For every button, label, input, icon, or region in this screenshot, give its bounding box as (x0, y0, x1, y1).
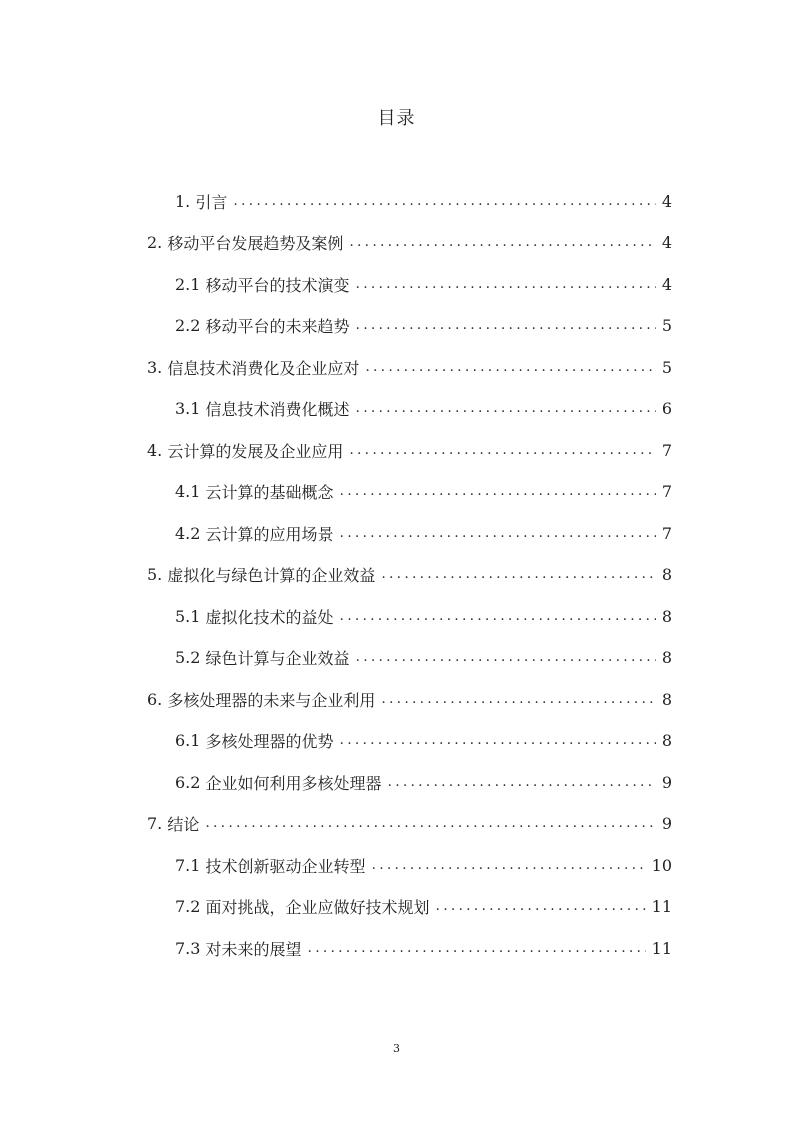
toc-leader-dots (372, 857, 646, 873)
toc-entry-page: 11 (651, 896, 672, 916)
toc-entry[interactable] (175, 518, 672, 548)
toc-entry-page: 8 (661, 647, 672, 667)
page-number: 3 (393, 1042, 400, 1055)
toc-leader-dots (349, 234, 655, 250)
toc-leader-dots (340, 732, 656, 748)
toc-entry-number: 6. (147, 689, 168, 709)
toc-entry-number: 2.2 (175, 315, 206, 335)
toc-entry-label: 信息技术消费化概述 (205, 399, 350, 419)
toc-entry-label: 技术创新驱动企业转型 (205, 856, 366, 876)
toc-entry-number: 5.2 (175, 647, 206, 667)
toc-entry-page: 4 (661, 191, 672, 211)
toc-entry-number: 5. (147, 564, 168, 584)
toc-entry-label: 多核处理器的未来与企业利用 (167, 690, 376, 710)
toc-leader-dots (308, 940, 646, 956)
toc-entry-label: 引言 (195, 192, 228, 212)
toc-leader-dots (381, 566, 655, 582)
toc-entry-number: 4. (147, 440, 168, 460)
toc-entry-label: 移动平台发展趋势及案例 (167, 233, 344, 253)
toc-entry-number: 7.2 (175, 896, 206, 916)
toc-entry-page: 8 (661, 689, 672, 709)
toc-entry[interactable] (147, 684, 672, 714)
toc-leader-dots (349, 442, 655, 458)
toc-entry-label: 结论 (167, 814, 200, 834)
toc-entry-label: 虚拟化技术的益处 (205, 607, 334, 627)
toc-leader-dots (340, 483, 656, 499)
toc-entry-label: 多核处理器的优势 (205, 731, 334, 751)
toc-entry-label: 对未来的展望 (205, 939, 302, 959)
toc-entry[interactable] (147, 559, 672, 589)
toc-entry[interactable] (147, 352, 672, 382)
toc-entry-page: 8 (661, 606, 672, 626)
toc-entry-number: 1. (175, 191, 196, 211)
toc-entry-page: 10 (651, 855, 672, 875)
toc-entry-number: 3.1 (175, 398, 206, 418)
toc-entry[interactable] (175, 850, 672, 880)
toc-leader-dots (356, 400, 656, 416)
toc-entry-label: 企业如何利用多核处理器 (205, 773, 382, 793)
toc-entry[interactable] (175, 891, 672, 921)
toc-entry-number: 7. (147, 813, 168, 833)
toc-entry-number: 7.3 (175, 938, 206, 958)
toc-entry-label: 绿色计算与企业效益 (205, 648, 350, 668)
toc-entry-number: 2.1 (175, 274, 206, 294)
toc-entry-page: 6 (661, 398, 672, 418)
toc-entry[interactable] (147, 227, 672, 257)
toc-entry-number: 7.1 (175, 855, 206, 875)
toc-leader-dots (436, 898, 646, 914)
toc-entry-label: 虚拟化与绿色计算的企业效益 (167, 565, 376, 585)
toc-entry-page: 9 (661, 813, 672, 833)
toc-entry[interactable] (175, 186, 672, 216)
toc-entry-page: 5 (661, 315, 672, 335)
toc-entry[interactable] (147, 808, 672, 838)
toc-leader-dots (356, 649, 656, 665)
toc-entry-label: 面对挑战，企业应做好技术规划 (205, 897, 430, 917)
toc-leader-dots (365, 359, 655, 375)
toc-entry-page: 7 (661, 440, 672, 460)
toc-leader-dots (356, 317, 656, 333)
toc-entry-page: 5 (661, 357, 672, 377)
toc-leader-dots (381, 691, 655, 707)
toc-entry-number: 4.1 (175, 481, 206, 501)
toc-entry-page: 8 (661, 730, 672, 750)
toc-entry[interactable] (175, 393, 672, 423)
toc-entry[interactable] (175, 767, 672, 797)
toc-entry-number: 3. (147, 357, 168, 377)
toc-entry[interactable] (147, 435, 672, 465)
toc-leader-dots (340, 525, 656, 541)
toc-entry-number: 5.1 (175, 606, 206, 626)
toc-entry-page: 9 (661, 772, 672, 792)
toc-entry-label: 云计算的基础概念 (205, 482, 334, 502)
toc-entry-label: 云计算的应用场景 (205, 524, 334, 544)
page-title: 目录 (377, 108, 416, 129)
toc-leader-dots (388, 774, 656, 790)
toc-leader-dots (356, 276, 656, 292)
toc-entry-label: 信息技术消费化及企业应对 (167, 358, 360, 378)
toc-entry-page: 11 (651, 938, 672, 958)
toc-entry-page: 8 (661, 564, 672, 584)
toc-entry[interactable] (175, 642, 672, 672)
toc-entry-number: 6.2 (175, 772, 206, 792)
toc-entry-number: 4.2 (175, 523, 206, 543)
toc-entry[interactable] (175, 725, 672, 755)
toc-entry-page: 4 (661, 232, 672, 252)
toc-entry-number: 2. (147, 232, 168, 252)
toc-entry-page: 7 (661, 523, 672, 543)
toc-entry-label: 移动平台的技术演变 (205, 275, 350, 295)
toc-entry-label: 云计算的发展及企业应用 (167, 441, 344, 461)
toc-leader-dots (233, 193, 655, 209)
toc-entry-number: 6.1 (175, 730, 206, 750)
toc-entry-page: 7 (661, 481, 672, 501)
toc-leader-dots (340, 608, 656, 624)
toc-entry[interactable] (175, 476, 672, 506)
toc-leader-dots (205, 815, 655, 831)
toc-entry[interactable] (175, 310, 672, 340)
toc-entry-label: 移动平台的未来趋势 (205, 316, 350, 336)
toc-entry[interactable] (175, 269, 672, 299)
toc-entry[interactable] (175, 933, 672, 963)
toc-entry[interactable] (175, 601, 672, 631)
toc-entry-page: 4 (661, 274, 672, 294)
